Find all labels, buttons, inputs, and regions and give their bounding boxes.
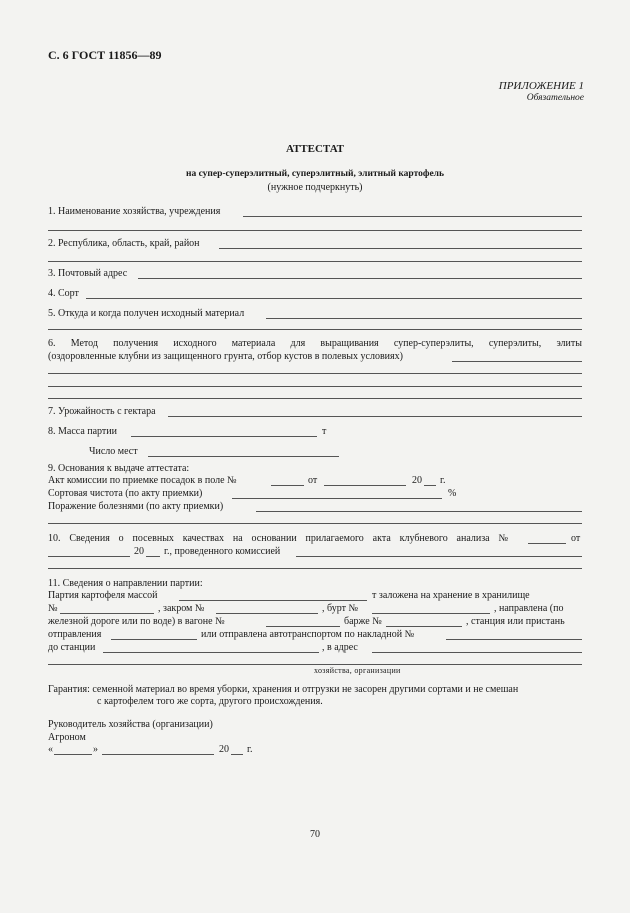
field-11-address-line-2[interactable] <box>48 664 582 665</box>
field-9-disease-line[interactable] <box>256 511 582 512</box>
document-subtitle: на супер-суперэлитный, суперэлитный, элитный картофель <box>185 169 445 179</box>
appendix-label: ПРИЛОЖЕНИЕ 1 <box>498 80 584 92</box>
date-day-line[interactable] <box>54 754 92 755</box>
field-6-label-line1: 6. Метод получения исходного материала для выращивания супер-суперэлиты, суперэлиты, элиты <box>48 338 582 349</box>
field-3-line[interactable] <box>138 278 582 279</box>
field-8-places-label: Число мест <box>89 446 138 457</box>
date-quote-open: « <box>48 744 53 755</box>
field-11-mass-label: Партия картофеля массой <box>48 590 158 601</box>
document-header: С. 6 ГОСТ 11856—89 <box>48 48 162 62</box>
date-quote-close: » <box>93 744 98 755</box>
field-11-cage-label: , закром № <box>158 603 205 614</box>
field-11-dest-label: до станции <box>48 642 96 653</box>
field-8-unit: т <box>322 426 327 437</box>
field-5-line-2[interactable] <box>48 329 582 330</box>
field-11-cage-number[interactable] <box>216 613 318 614</box>
guarantee-line2: с картофелем того же сорта, другого происхождения. <box>97 696 323 707</box>
field-10-from: от <box>571 533 581 544</box>
field-4-label: 4. Сорт <box>48 288 79 299</box>
field-11-pile-label: , бурт № <box>322 603 358 614</box>
field-9-year: 20 <box>412 475 422 486</box>
field-8-label: 8. Масса партии <box>48 426 117 437</box>
page-number: 70 <box>310 829 320 840</box>
field-11-title: 11. Сведения о направлении партии: <box>48 578 203 589</box>
field-6-label-line2: (оздоровленные клубни из защищенного грунта, отбор кустов в полевых условиях) <box>48 351 403 362</box>
field-11-pile-number[interactable] <box>372 613 490 614</box>
field-6-line-4[interactable] <box>48 398 582 399</box>
field-11-no: № <box>48 603 58 614</box>
guarantee-line1: Гарантия: семенной материал во время уборки, хранения и отгрузки не засорен другими сортами и не смешан <box>48 684 519 695</box>
field-10-act-date[interactable] <box>48 556 130 557</box>
appendix-block <box>499 80 584 104</box>
field-11-wagon-number[interactable] <box>266 626 340 627</box>
field-5-line[interactable] <box>266 318 582 319</box>
field-8-places-line[interactable] <box>148 456 339 457</box>
field-9-g: г. <box>440 475 446 486</box>
field-8-line[interactable] <box>131 436 317 437</box>
document-subnote: (нужное подчеркнуть) <box>267 182 363 193</box>
field-11-sent: , направлена (по <box>494 603 564 614</box>
field-11-dispatch-label: отправления <box>48 629 102 640</box>
field-11-in-label: , в адрес <box>322 642 358 653</box>
field-10-year-line[interactable] <box>146 556 160 557</box>
field-10-rest: г., проведенного комиссией <box>164 546 281 557</box>
field-11-address-line[interactable] <box>372 652 582 653</box>
field-9-disease-line-2[interactable] <box>48 523 582 524</box>
field-9-disease-label: Поражение болезнями (по акту приемки) <box>48 501 224 512</box>
field-2-line-2[interactable] <box>48 261 582 262</box>
field-11-dest-station[interactable] <box>103 652 319 653</box>
field-10-commission-line[interactable] <box>296 556 582 557</box>
date-month-line[interactable] <box>102 754 214 755</box>
field-10-year: 20 <box>134 546 144 557</box>
field-7-line[interactable] <box>168 416 582 417</box>
field-9-act-number[interactable] <box>271 485 304 486</box>
head-label: Руководитель хозяйства (организации) <box>48 719 213 730</box>
date-year: 20 <box>219 744 229 755</box>
field-9-title: 9. Основания к выдаче аттестата: <box>48 463 190 474</box>
field-9-purity-label: Сортовая чистота (по акту приемки) <box>48 488 203 499</box>
field-1-label: 1. Наименование хозяйства, учреждения <box>48 206 221 217</box>
field-9-act-label: Акт комиссии по приемке посадок в поле № <box>48 475 237 486</box>
field-6-line-3[interactable] <box>48 386 582 387</box>
field-9-year-line[interactable] <box>424 485 436 486</box>
field-11-mass-line[interactable] <box>179 600 367 601</box>
field-10-line-2[interactable] <box>48 568 582 569</box>
field-11-invoice-number[interactable] <box>446 639 582 640</box>
field-5-label: 5. Откуда и когда получен исходный материал <box>48 308 245 319</box>
field-11-barge-label: барже № <box>344 616 382 627</box>
field-11-station-label: , станция или пристань <box>466 616 565 627</box>
field-3-label: 3. Почтовый адрес <box>48 268 128 279</box>
field-11-stored: т заложена на хранение в хранилище <box>372 590 530 601</box>
field-10-act-number[interactable] <box>528 543 566 544</box>
field-2-label: 2. Республика, область, край, район <box>48 238 200 249</box>
field-4-line[interactable] <box>86 298 582 299</box>
field-10-label-line1: 10. Сведения о посевных качествах на основании прилагаемого акта клубневого анализа № <box>48 533 508 544</box>
field-11-caption: хозяйства, организации <box>314 666 401 675</box>
field-11-auto-label: или отправлена автотранспортом по накладной № <box>201 629 415 640</box>
agronomist-label: Агроном <box>48 732 86 743</box>
appendix-status: Обязательное <box>526 93 584 103</box>
field-11-dispatch-line[interactable] <box>111 639 197 640</box>
field-7-label: 7. Урожайность с гектара <box>48 406 156 417</box>
field-1-line[interactable] <box>243 216 582 217</box>
document-title: АТТЕСТАТ <box>285 143 345 155</box>
field-6-line-2[interactable] <box>48 373 582 374</box>
field-9-act-date[interactable] <box>324 485 406 486</box>
field-9-from: от <box>308 475 318 486</box>
field-6-line[interactable] <box>452 361 582 362</box>
field-1-line-2[interactable] <box>48 230 582 231</box>
date-year-line[interactable] <box>231 754 243 755</box>
field-9-purity-line[interactable] <box>232 498 442 499</box>
field-11-barge-number[interactable] <box>386 626 462 627</box>
date-g: г. <box>247 744 253 755</box>
field-9-percent: % <box>448 488 457 499</box>
field-11-rail-label: железной дороге или по воде) в вагоне № <box>48 616 225 627</box>
field-2-line[interactable] <box>219 248 582 249</box>
field-11-storage-number[interactable] <box>60 613 154 614</box>
